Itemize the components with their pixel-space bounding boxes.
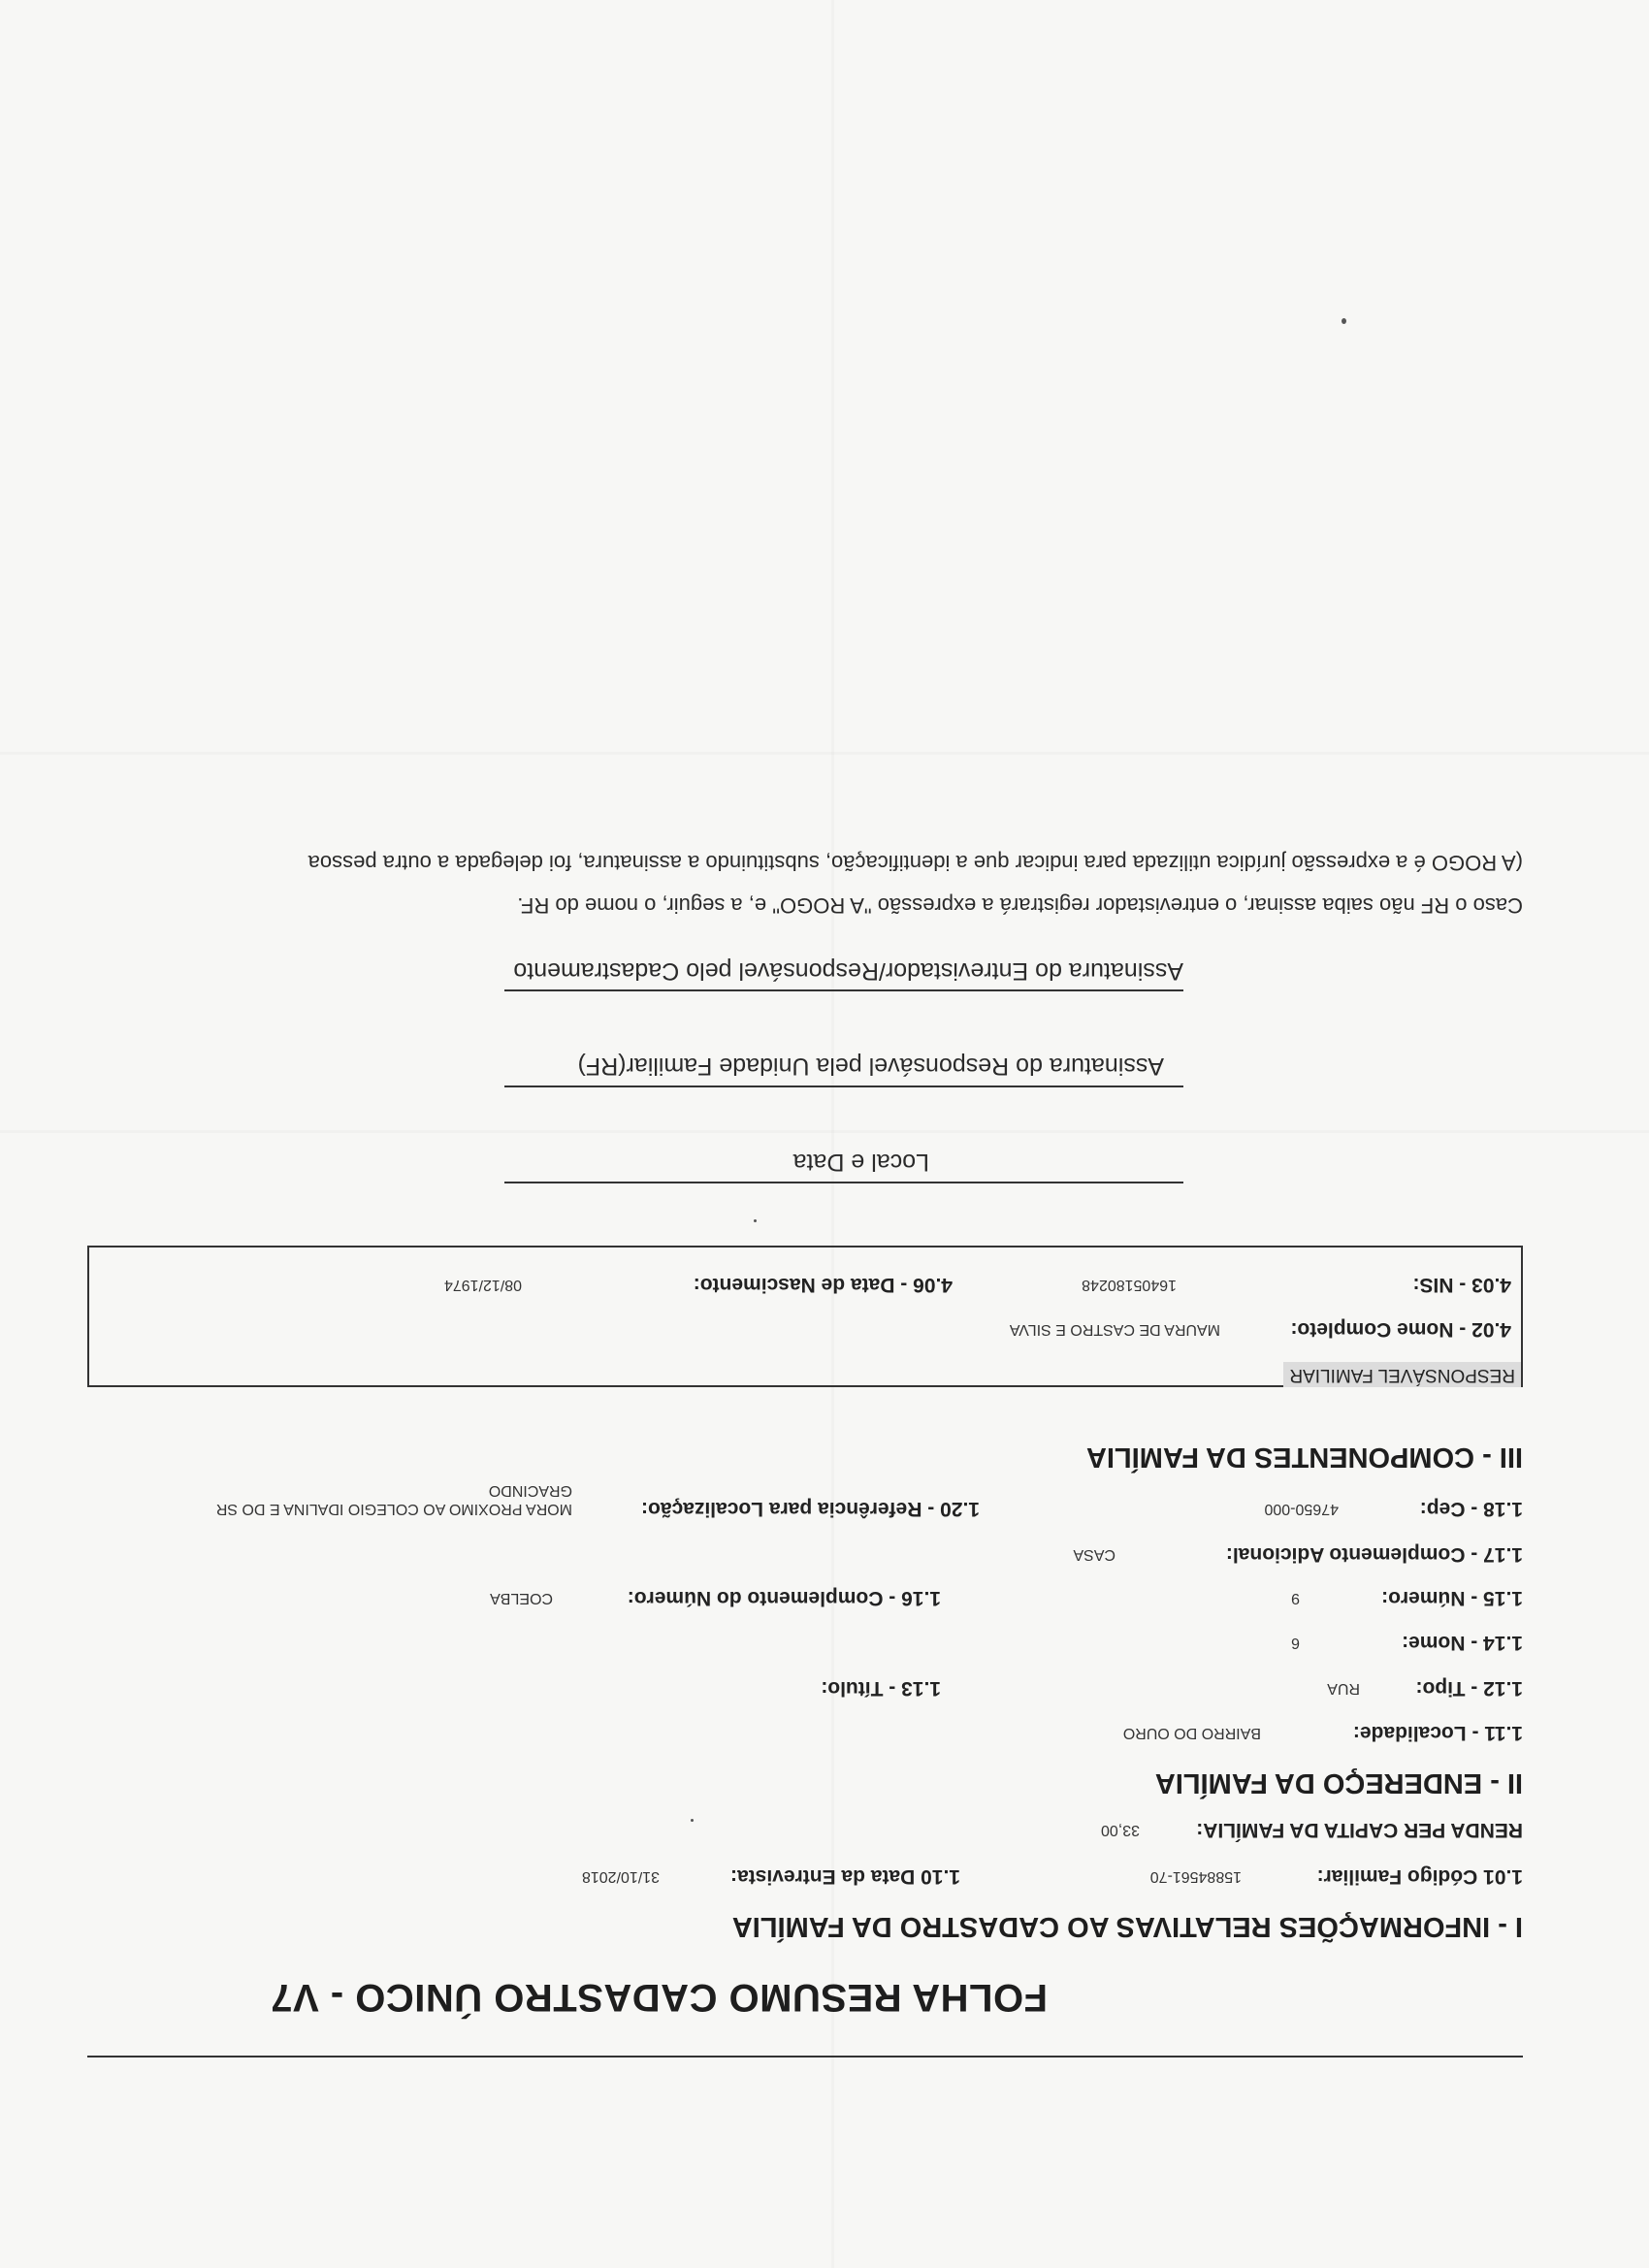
complemento-numero-label: 1.16 - Complemento do Número: [627,1587,941,1609]
nome-logradouro-value: 6 [1291,1635,1300,1651]
a-rogo-note-line2: (A ROGO é a expressão jurídica utilizada para indicar que a identificação, substituindo a assinatura, foi delegada a outra pessoa [307,851,1523,875]
paper-fold [0,1130,1649,1133]
tipo-label: 1.12 - Tipo: [1415,1677,1523,1700]
nome-completo-label: 4.02 - Nome Completo: [1290,1318,1511,1341]
document-title: FOLHA RESUMO CADASTRO ÚNICO - V7 [270,1976,1048,2019]
data-nascimento-value: 08/12/1974 [443,1277,522,1293]
renda-label: RENDA PER CAPITA DA FAMÍLIA: [1196,1819,1523,1841]
referencia-value-line1: MORA PROXIMO AO COLEGIO IDALINA E DO SR [215,1501,572,1517]
cep-value: 47650-000 [1264,1501,1339,1517]
data-entrevista-label: 1.10 Data da Entrevista: [730,1865,960,1888]
section-1-heading: I - INFORMAÇÕES RELATIVAS AO CADASTRO DA FAMÍLIA [731,1911,1523,1942]
nome-logradouro-label: 1.14 - Nome: [1402,1632,1523,1654]
responsavel-familiar-tag: RESPONSÁVEL FAMILIAR [1283,1362,1521,1387]
data-nascimento-label: 4.06 - Data de Nascimento: [693,1274,953,1296]
assinatura-entrevistador-caption: Assinatura do Entrevistador/Responsável pelo Cadastramento [513,957,1183,985]
cep-label: 1.18 - Cep: [1419,1498,1523,1520]
assinatura-rf-line [504,1085,1183,1087]
assinatura-rf-caption: Assinatura do Responsável pela Unidade Familiar(RF) [577,1053,1164,1080]
title-rule [87,2056,1523,2057]
assinatura-entrevistador-line [504,989,1183,991]
data-entrevista-value: 31/10/2018 [581,1868,660,1885]
scan-speck [754,1219,757,1222]
scan-speck [1342,318,1346,324]
localidade-label: 1.11 - Localidade: [1352,1722,1523,1744]
responsavel-familiar-box [87,1246,1523,1387]
codigo-familiar-value: 15884561-70 [1149,1868,1242,1885]
numero-label: 1.15 - Número: [1381,1587,1523,1609]
referencia-value-line2: GRACINDO [488,1482,572,1499]
complemento-adicional-label: 1.17 - Complemento Adicional: [1225,1543,1523,1566]
nome-completo-value: MAURA DE CASTRO E SILVA [1009,1321,1220,1338]
codigo-familiar-label: 1.01 Código Familiar: [1316,1865,1523,1888]
localidade-value: BAIRRO DO OURO [1122,1725,1261,1741]
complemento-adicional-value: CASA [1073,1546,1116,1563]
a-rogo-note-line1: Caso o RF não saiba assinar, o entrevistador registrará a expressão "A ROGO" e, a seguir, o nome do RF. [517,893,1523,918]
section-2-heading: II - ENDEREÇO DA FAMÍLIA [1154,1767,1523,1798]
renda-value: 33,00 [1100,1822,1140,1838]
scan-speck [691,1819,694,1822]
numero-value: 9 [1291,1590,1300,1606]
tipo-value: RUA [1327,1680,1360,1697]
titulo-label: 1.13 - Título: [821,1677,941,1700]
nis-label: 4.03 - NIS: [1412,1274,1511,1296]
complemento-numero-value: COELBA [490,1590,553,1606]
section-3-heading: III - COMPONENTES DA FAMÍLIA [1085,1442,1523,1473]
local-data-caption: Local e Data [792,1149,929,1176]
paper-fold [0,752,1649,755]
local-data-line [504,1182,1183,1183]
referencia-label: 1.20 - Referência para Localização: [641,1498,980,1520]
nis-value: 16405180248 [1082,1277,1177,1293]
